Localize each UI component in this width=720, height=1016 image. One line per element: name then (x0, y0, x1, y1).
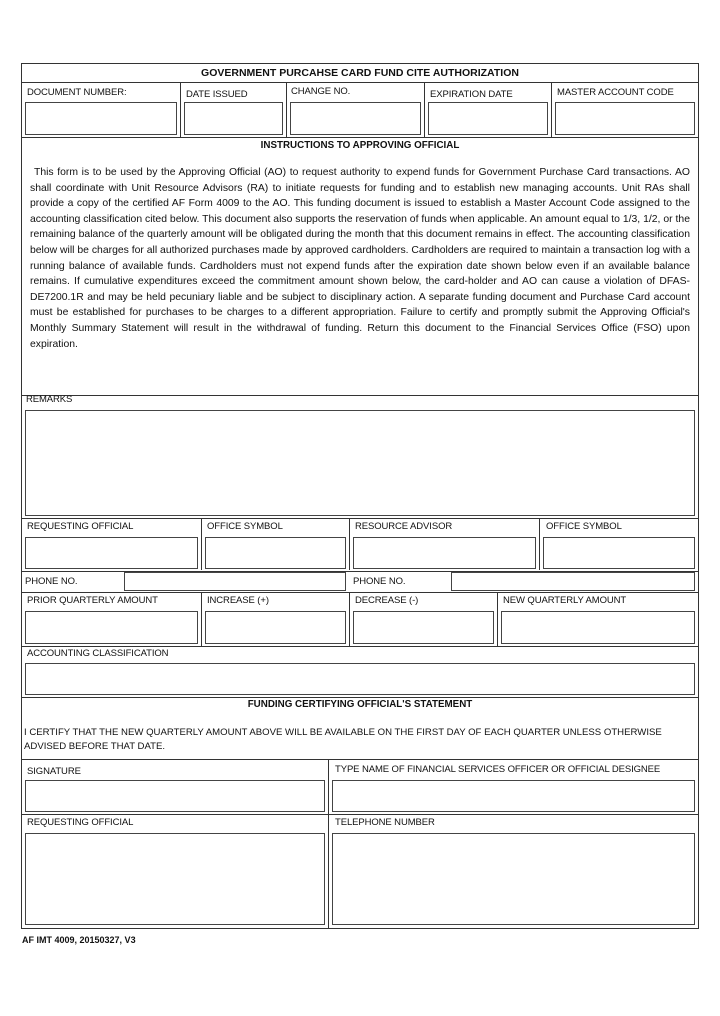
divider (21, 814, 699, 815)
divider (349, 518, 350, 570)
date-issued-label: DATE ISSUED (186, 89, 248, 100)
divider (201, 518, 202, 570)
form-footer: AF IMT 4009, 20150327, V3 (22, 935, 136, 945)
requesting-official-field[interactable] (25, 833, 325, 925)
divider (180, 82, 181, 137)
divider (21, 592, 699, 593)
requesting-official-field[interactable] (25, 537, 198, 569)
new-quarterly-amount-field[interactable] (501, 611, 695, 644)
decrease-label: DECREASE (-) (355, 595, 419, 606)
divider (286, 82, 287, 137)
accounting-classification-field[interactable] (25, 663, 695, 695)
remarks-field[interactable] (25, 410, 695, 516)
master-account-code-label: MASTER ACCOUNT CODE (557, 87, 674, 98)
divider (21, 395, 699, 396)
increase-label: INCREASE (+) (207, 595, 269, 606)
certification-statement: I CERTIFY THAT THE NEW QUARTERLY AMOUNT ABOVE WILL BE AVAILABLE ON THE FIRST DAY OF EACH QUARTER UNLESS OTHERWISE ADVISED BEFORE THAT DATE. (24, 727, 662, 752)
change-no-label: CHANGE NO. (291, 86, 351, 97)
increase-field[interactable] (205, 611, 346, 644)
resource-advisor-field[interactable] (353, 537, 536, 569)
expiration-date-field[interactable] (428, 102, 548, 135)
requesting-official-label: REQUESTING OFFICIAL (27, 817, 134, 828)
type-name-field[interactable] (332, 780, 695, 812)
divider (21, 697, 699, 698)
resource-advisor-label: RESOURCE ADVISOR (355, 521, 453, 532)
signature-field[interactable] (25, 780, 325, 812)
accounting-classification-label: ACCOUNTING CLASSIFICATION (27, 648, 169, 659)
instructions-text: This form is to be used by the Approving Official (AO) to request authority to expend funds for Government Purchase Card transactions. AO shall coordinate with Unit Resource Advisors (RA) to initiate requests for funding and to establish new managing accounts. Unit RAs shall provide a copy of the certified AF Form 4009 to the AO. This funding document is issued to establish a Master Account Code assigned to the accounting classification cited below. This document also supports the reservation of funds when applicable. An amount equal to 1/3, 1/2, or the remaining balance of the quarterly amount will be obligated during the month that this document remains in effect. The accounting classification below will be charges for all authorized purchases made by approved cardholders. Cardholders are required to maintain a transaction log with a running balance of available funds. Cardholders must not expend funds after the expiration date shown below even if an available balance remains. If cumulative expenditures exceed the commitment amount shown below, the card-holder and AO can cause a violation of DFAS-DE7200.1R and may be held pecuniary liable and be subject to disciplinary action. A separate funding document and Purchase Card account must be established for purchases to be charges to a different appropriation. Failure to certify and promptly submit the Approving Official's Monthly Summary Statement will result in the withdrawal of funding. Return this document to the Financial Services Office (FSO) upon expiration. (30, 167, 690, 350)
telephone-number-label: TELEPHONE NUMBER (335, 817, 435, 828)
date-issued-field[interactable] (184, 102, 283, 135)
divider (551, 82, 552, 137)
divider (328, 759, 329, 929)
certifying-heading: FUNDING CERTIFYING OFFICIAL'S STATEMENT (247, 699, 473, 710)
document-number-label: DOCUMENT NUMBER: (27, 87, 127, 98)
decrease-field[interactable] (353, 611, 494, 644)
divider (21, 82, 699, 83)
divider (21, 518, 699, 519)
expiration-date-label: EXPIRATION DATE (430, 89, 513, 100)
divider (424, 82, 425, 137)
prior-quarterly-amount-field[interactable] (25, 611, 198, 644)
form-title: GOVERNMENT PURCAHSE CARD FUND CITE AUTHORIZATION (201, 67, 519, 79)
prior-quarterly-amount-label: PRIOR QUARTERLY AMOUNT (27, 595, 158, 606)
type-name-label: TYPE NAME OF FINANCIAL SERVICES OFFICER OR OFFICIAL DESIGNEE (335, 764, 661, 775)
requesting-official-label: REQUESTING OFFICIAL (27, 521, 134, 532)
phone-no-field[interactable] (451, 572, 695, 591)
telephone-number-field[interactable] (332, 833, 695, 925)
phone-no-field[interactable] (124, 572, 346, 591)
document-number-field[interactable] (25, 102, 177, 135)
divider (21, 646, 699, 647)
remarks-label: REMARKS (26, 394, 73, 405)
office-symbol-label: OFFICE SYMBOL (546, 521, 622, 532)
new-quarterly-amount-label: NEW QUARTERLY AMOUNT (503, 595, 627, 606)
phone-no-label: PHONE NO. (353, 576, 406, 587)
divider (21, 759, 699, 760)
office-symbol-field[interactable] (543, 537, 695, 569)
divider (497, 592, 498, 646)
office-symbol-field[interactable] (205, 537, 346, 569)
master-account-code-field[interactable] (555, 102, 695, 135)
divider (201, 592, 202, 646)
divider (21, 137, 699, 138)
divider (349, 592, 350, 646)
office-symbol-label: OFFICE SYMBOL (207, 521, 283, 532)
instructions-heading: INSTRUCTIONS TO APPROVING OFFICIAL (260, 140, 460, 151)
divider (539, 518, 540, 570)
signature-label: SIGNATURE (27, 766, 81, 777)
change-no-field[interactable] (290, 102, 421, 135)
phone-no-label: PHONE NO. (25, 576, 78, 587)
